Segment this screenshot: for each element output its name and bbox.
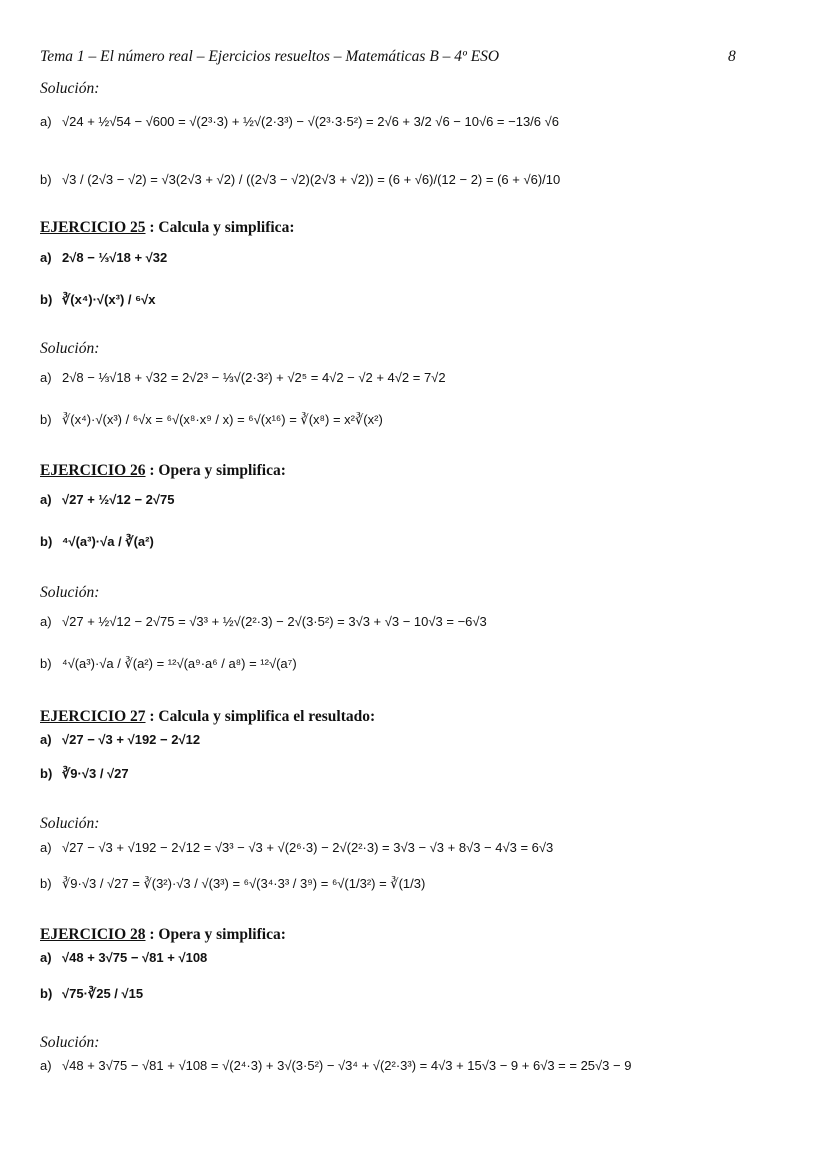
- math-expression: √27 + ½√12 − 2√75 = √3³ + ½√(2²·3) − 2√(3·5²) = 3√3 + √3 − 10√3 = −6√3: [62, 614, 487, 629]
- math-expression: ⁴√(a³)·√a / ∛(a²): [62, 534, 154, 549]
- sol24-b: [40, 172, 560, 187]
- solution-label: Solución:: [40, 584, 100, 601]
- item-label: b): [40, 534, 53, 549]
- item-label: a): [40, 1058, 52, 1073]
- item-label: b): [40, 412, 52, 427]
- ex25-a: [40, 250, 167, 265]
- item-label: a): [40, 250, 52, 265]
- ex26-a: [40, 492, 175, 507]
- page-header-title: Tema 1 – El número real – Ejercicios resueltos – Matemáticas B – 4º ESO: [40, 48, 500, 65]
- ex26-sol-b: [40, 656, 297, 672]
- item-label: a): [40, 732, 52, 747]
- exercise-number: EJERCICIO 27: [40, 708, 146, 725]
- math-expression: √27 − √3 + √192 − 2√12 = √3³ − √3 + √(2⁶·3) − 2√(2²·3) = 3√3 − √3 + 8√3 − 4√3 = 6√3: [62, 840, 554, 855]
- solution-label: Solución:: [40, 1034, 100, 1051]
- solution-label: Solución:: [40, 815, 100, 832]
- ex27-b: [40, 766, 129, 782]
- item-label: b): [40, 766, 53, 781]
- exercise-title: : Opera y simplifica:: [149, 462, 286, 479]
- item-label: a): [40, 370, 52, 385]
- ex28-b: [40, 986, 143, 1002]
- item-label: a): [40, 950, 52, 965]
- ex26-sol-a: [40, 614, 487, 629]
- ex25-sol-b: [40, 412, 383, 428]
- exercise-title: : Calcula y simplifica:: [149, 219, 295, 236]
- exercise-number: EJERCICIO 25: [40, 219, 146, 236]
- exercise-title: : Calcula y simplifica el resultado:: [149, 708, 376, 725]
- math-expression: 2√8 − ⅓√18 + √32: [62, 250, 168, 265]
- math-expression: ⁴√(a³)·√a / ∛(a²) = ¹²√(a⁹·a⁶ / a⁸) = ¹²√(a⁷): [62, 656, 297, 671]
- ex27-sol-a: [40, 840, 553, 855]
- math-expression: ∛(x⁴)·√(x³) / ⁶√x: [62, 292, 156, 307]
- math-expression: 2√8 − ⅓√18 + √32 = 2√2³ − ⅓√(2·3²) + √2⁵ = 4√2 − √2 + 4√2 = 7√2: [62, 370, 446, 385]
- item-label: b): [40, 656, 52, 671]
- exercise-number: EJERCICIO 26: [40, 462, 146, 479]
- exercise-title: : Opera y simplifica:: [149, 926, 286, 943]
- exercise-number: EJERCICIO 28: [40, 926, 146, 943]
- ex26-b: [40, 534, 154, 550]
- exercise-26-heading: [40, 462, 286, 480]
- math-expression: √27 + ½√12 − 2√75: [62, 492, 175, 507]
- item-label: a): [40, 840, 52, 855]
- ex28-a: [40, 950, 207, 965]
- math-expression: √75·∛25 / √15: [62, 986, 144, 1001]
- item-label: b): [40, 986, 53, 1001]
- ex25-b: [40, 292, 155, 308]
- item-label: a): [40, 614, 52, 629]
- math-expression: ∛9·√3 / √27 = ∛(3²)·√3 / √(3³) = ⁶√(3⁴·3³ / 3⁹) = ⁶√(1/3²) = ∛(1/3): [62, 876, 426, 891]
- item-label: b): [40, 876, 52, 891]
- page-number: 8: [728, 48, 736, 65]
- math-expression: ∛(x⁴)·√(x³) / ⁶√x = ⁶√(x⁸·x⁹ / x) = ⁶√(x¹⁶) = ∛(x⁸) = x²∛(x²): [62, 412, 383, 427]
- math-expression: √48 + 3√75 − √81 + √108 = √(2⁴·3) + 3√(3·5²) − √3⁴ + √(2²·3³) = 4√3 + 15√3 − 9 + 6√3 = = 25√3 − 9: [62, 1058, 632, 1073]
- ex27-sol-b: [40, 876, 425, 892]
- math-expression: ∛9·√3 / √27: [62, 766, 129, 781]
- ex25-sol-a: [40, 370, 446, 385]
- solution-label: Solución:: [40, 80, 100, 97]
- exercise-25-heading: [40, 219, 294, 237]
- ex28-sol-a: [40, 1058, 631, 1073]
- math-expression: √27 − √3 + √192 − 2√12: [62, 732, 201, 747]
- item-label: b): [40, 172, 52, 187]
- item-label: a): [40, 114, 52, 129]
- sol24-a: [40, 114, 559, 129]
- exercise-27-heading: [40, 708, 375, 726]
- exercise-28-heading: [40, 926, 286, 944]
- solution-label: Solución:: [40, 340, 100, 357]
- ex27-a: [40, 732, 200, 747]
- math-expression: √24 + ½√54 − √600 = √(2³·3) + ½√(2·3³) − √(2³·3·5²) = 2√6 + 3/2 √6 − 10√6 = −13/6 √6: [62, 114, 559, 129]
- math-expression: √3 / (2√3 − √2) = √3(2√3 + √2) / ((2√3 − √2)(2√3 + √2)) = (6 + √6)/(12 − 2) = (6 + √6)/10: [62, 172, 561, 187]
- math-expression: √48 + 3√75 − √81 + √108: [62, 950, 208, 965]
- item-label: a): [40, 492, 52, 507]
- item-label: b): [40, 292, 53, 307]
